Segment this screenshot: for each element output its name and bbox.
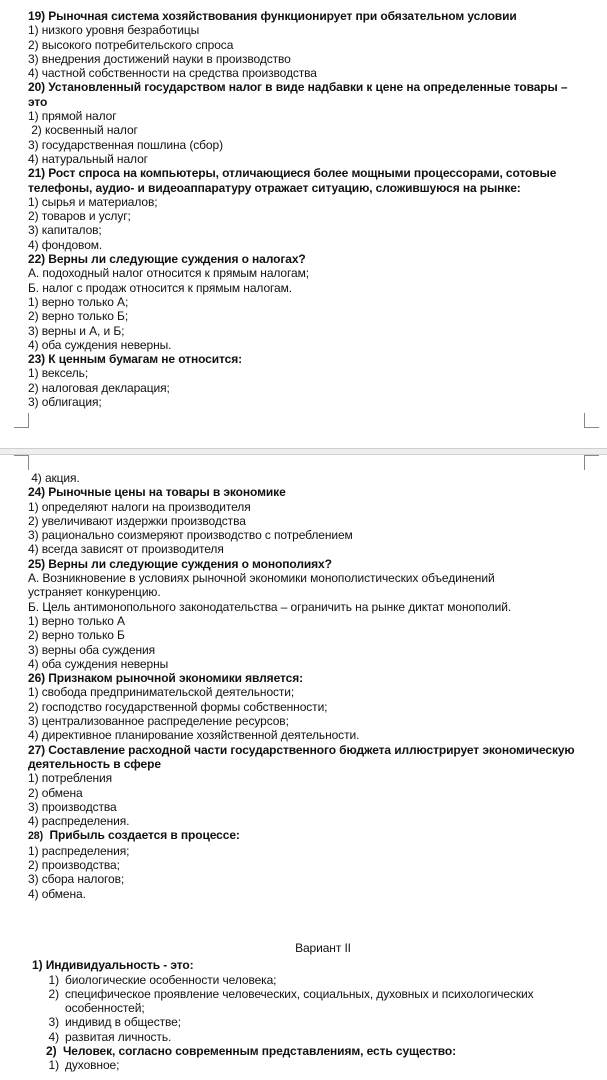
answer-option: 4) фондовом. <box>28 237 103 252</box>
answer-option: 2) верно только Б; <box>28 309 129 324</box>
margin-corner-mark <box>584 413 599 428</box>
answer-option: 2) производства; <box>28 858 120 873</box>
answer-option: 2) товаров и услуг; <box>28 209 131 224</box>
answer-option: 4) обмена. <box>28 886 86 901</box>
question-28 <box>28 828 588 843</box>
list-text: биологические особенности человека; <box>65 972 277 987</box>
answer-option: 3) внедрения достижений науки в производство <box>28 51 291 66</box>
answer-option: 2) обмена <box>28 785 83 800</box>
list-number: 1) <box>48 1058 59 1073</box>
answer-option: 3) производства <box>28 799 117 814</box>
question-21-continued: телефоны, аудио- и видеоаппаратуру отражает ситуацию, сложившуюся на рынке: <box>28 180 521 195</box>
question-28-text: Прибыль создается в процессе: <box>43 828 240 843</box>
question-21: 21) Рост спроса на компьютеры, отличающиеся более мощными процессорами, сотовые <box>28 166 557 181</box>
variant-2-question-1: 1) Индивидуальность - это: <box>32 958 194 973</box>
statement-a: А. подоходный налог относится к прямым налогам; <box>28 266 309 281</box>
answer-option: 1) определяют налоги на производителя <box>28 499 251 514</box>
list-number: 3) <box>48 1015 59 1030</box>
answer-option: 2) налоговая декларация; <box>28 380 170 395</box>
list-text: духовное; <box>65 1058 120 1073</box>
statement-a-continued: устраняет конкуренцию. <box>28 585 161 600</box>
page-separator <box>0 448 607 455</box>
list-text: индивид в обществе; <box>65 1015 181 1030</box>
question-19: 19) Рыночная система хозяйствования функционирует при обязательном условии <box>28 9 517 23</box>
question-27: 27) Составление расходной части государственного бюджета иллюстрирует экономическую <box>28 742 575 757</box>
document-page-2 <box>0 455 607 1080</box>
page-2-text <box>28 471 588 1073</box>
list-item <box>28 987 588 1016</box>
answer-option: 3) верны оба суждения <box>28 642 156 657</box>
question-20: 20) Установленный государством налог в виде надбавки к цене на определенные товары – <box>28 80 568 95</box>
answer-option: 4) частной собственности на средства производства <box>28 66 317 81</box>
list-item <box>28 973 588 987</box>
answer-option: 4) оба суждения неверны. <box>28 337 172 352</box>
variant-title: Вариант II <box>295 940 351 955</box>
list-number: 2) <box>48 986 59 1001</box>
list-number: 4) <box>48 1029 59 1044</box>
answer-option: 3) государственная пошлина (сбор) <box>28 137 223 152</box>
answer-option: 4) акция. <box>28 471 80 485</box>
answer-option: 1) низкого уровня безработицы <box>28 23 200 38</box>
answer-option: 1) верно только А; <box>28 294 129 309</box>
statement-b: Б. налог с продаж относится к прямым налогам. <box>28 280 292 295</box>
list-text: специфическое проявление человеческих, социальных, духовных и психологических особенностей; <box>65 986 534 1016</box>
margin-corner-mark <box>14 455 29 470</box>
answer-option: 4) директивное планирование хозяйственной деятельности. <box>28 728 360 743</box>
answer-option: 1) вексель; <box>28 366 89 381</box>
question-20-continued: это <box>28 94 48 109</box>
answer-option: 3) рационально соизмеряют производство с потреблением <box>28 528 353 543</box>
list-text: развитая личность. <box>65 1029 172 1044</box>
question-28-number: 28) <box>28 830 44 843</box>
answer-option: 3) централизованное распределение ресурсов; <box>28 714 289 729</box>
statement-a: А. Возникновение в условиях рыночной экономики монополистических объединений <box>28 571 495 586</box>
statement-b: Б. Цель антимонопольного законодательства – ограничить на рынке диктат монополий. <box>28 599 512 614</box>
list-item <box>28 1058 588 1072</box>
answer-option: 4) натуральный налог <box>28 151 148 166</box>
question-26: 26) Признаком рыночной экономики является: <box>28 671 303 686</box>
answer-option: 1) прямой налог <box>28 109 117 124</box>
answer-option: 1) распределения; <box>28 843 130 858</box>
answer-option: 2) господство государственной формы собственности; <box>28 699 328 714</box>
list-item <box>28 1015 588 1029</box>
answer-option: 2) высокого потребительского спроса <box>28 37 234 52</box>
margin-corner-mark <box>14 413 29 428</box>
answer-option: 1) сырья и материалов; <box>28 194 158 209</box>
variant-2-question-2: 2) Человек, согласно современным представлениям, есть существо: <box>46 1043 457 1058</box>
answer-option: 2) верно только Б <box>28 628 125 643</box>
question-23: 23) К ценным бумагам не относится: <box>28 352 243 367</box>
answer-option: 4) оба суждения неверны <box>28 656 169 671</box>
answer-option: 2) косвенный налог <box>28 123 138 138</box>
margin-corner-mark <box>584 455 599 470</box>
document-page-1 <box>0 0 607 448</box>
answer-option: 4) распределения. <box>28 814 130 829</box>
question-27-continued: деятельность в сфере <box>28 756 161 771</box>
list-number: 1) <box>48 972 59 987</box>
answer-option: 2) увеличивают издержки производства <box>28 513 246 528</box>
list-item <box>28 1030 588 1044</box>
question-22: 22) Верны ли следующие суждения о налогах? <box>28 252 306 267</box>
answer-option: 4) всегда зависят от производителя <box>28 542 224 557</box>
answer-option: 1) верно только А <box>28 613 125 628</box>
answer-option: 3) облигация; <box>28 395 102 410</box>
answer-option: 1) потребления <box>28 771 113 786</box>
answer-option: 3) капиталов; <box>28 223 102 238</box>
answer-option: 3) сбора налогов; <box>28 872 125 887</box>
question-25: 25) Верны ли следующие суждения о монополиях? <box>28 556 332 571</box>
question-24: 24) Рыночные цены на товары в экономике <box>28 485 286 500</box>
answer-option: 1) свобода предпринимательской деятельности; <box>28 685 295 700</box>
page-1-text <box>28 9 588 409</box>
answer-option: 3) верны и А, и Б; <box>28 323 125 338</box>
